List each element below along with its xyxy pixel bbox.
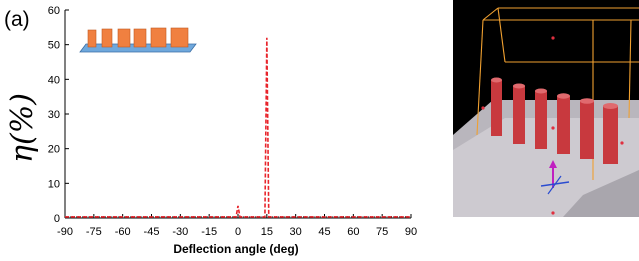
y-tick-label: 0: [53, 213, 60, 225]
render-pillar: [491, 80, 502, 136]
y-axis-label: η(%): [5, 93, 40, 163]
x-tick-label: 75: [376, 226, 389, 238]
x-tick-label: 15: [260, 226, 273, 238]
chart-axes: [65, 10, 411, 218]
inset-pillar: [151, 28, 166, 47]
y-tick-label: 50: [47, 39, 60, 52]
x-tick-label: -15: [201, 226, 218, 238]
metasurface-pillars-icon: [80, 28, 196, 52]
y-tick-label: 20: [47, 143, 60, 156]
render-pillar: [580, 101, 594, 159]
chart-series-layer: [65, 38, 411, 217]
y-tick-label: 10: [47, 178, 60, 191]
3d-pillar-array-render-icon: [453, 0, 639, 261]
x-tick-label: 30: [289, 226, 302, 238]
inset-pillar: [171, 28, 188, 47]
inset-pillar: [134, 29, 146, 47]
y-tick-label: 40: [47, 74, 60, 87]
x-tick-label: -75: [85, 226, 102, 238]
panel-label-a: (a): [4, 8, 30, 31]
x-tick-label: 0: [234, 226, 242, 238]
render-pillar: [535, 91, 547, 149]
x-tick-label: -90: [57, 226, 73, 238]
x-tick-label: 90: [404, 226, 418, 238]
x-tick-label: 60: [347, 226, 360, 238]
render-pillar: [513, 86, 525, 144]
inset-pillar: [88, 30, 96, 47]
inset-pillar: [102, 29, 112, 47]
x-tick-label: 45: [318, 226, 331, 238]
y-tick-label: 30: [47, 109, 60, 121]
inset-pillar: [118, 29, 130, 47]
x-tick-label: -45: [143, 226, 160, 238]
series-line: [65, 38, 411, 217]
render-pillar: [603, 106, 618, 164]
render-pillar: [557, 96, 570, 154]
y-tick-label: 60: [47, 5, 60, 17]
x-tick-label: -30: [172, 226, 189, 238]
x-tick-label: -60: [114, 226, 131, 238]
x-axis-label: Deflection angle (deg): [173, 242, 299, 256]
